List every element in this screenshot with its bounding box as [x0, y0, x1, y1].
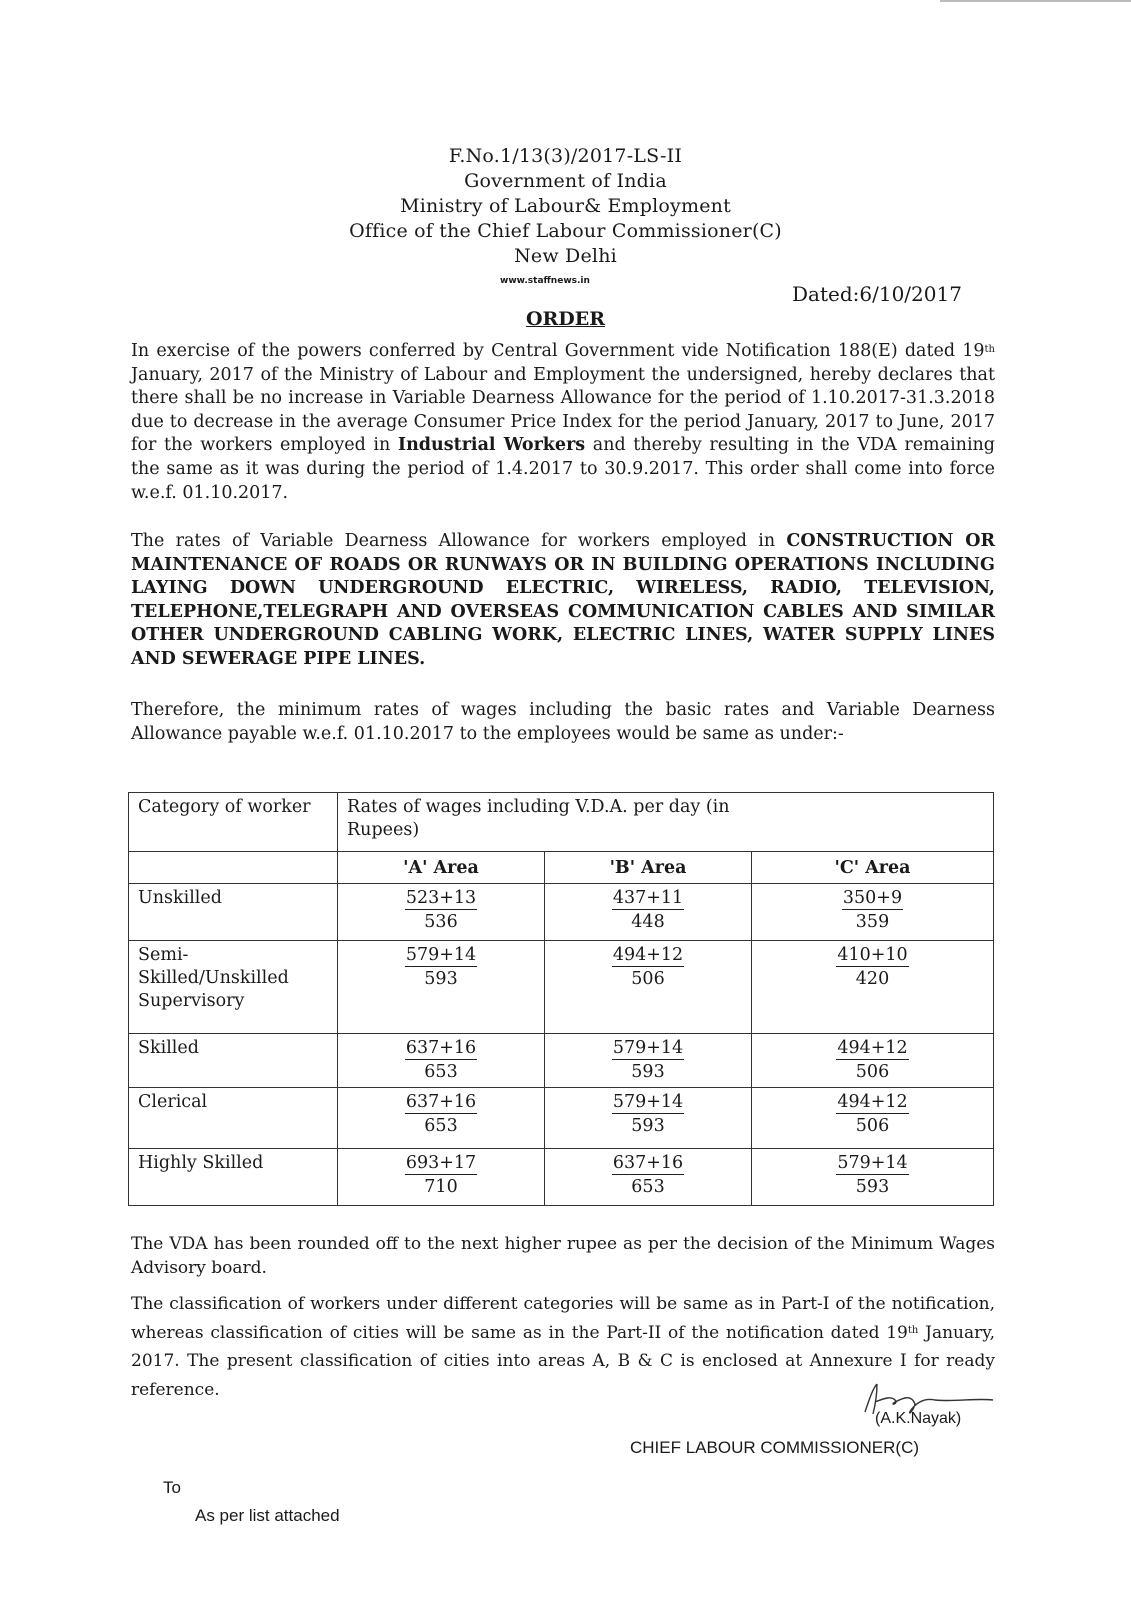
rate-total: 506: [855, 1062, 890, 1082]
file-number: F.No.1/13(3)/2017-LS-II: [448, 145, 683, 167]
table-row: [129, 1149, 994, 1206]
header-rates: [338, 793, 994, 852]
superscript: th: [907, 1324, 919, 1336]
rate-sum: 579+14: [612, 1092, 684, 1112]
rate-sum: 494+12: [837, 1092, 908, 1112]
header-rates-text: Rates of wages including V.D.A. per day (in Rupees): [347, 797, 730, 840]
paragraph-rates-intro: Therefore, the minimum rates of wages including the basic rates and Variable Dearness Allowance payable w.e.f. 01.10.2017 to the employees would be same as under:-: [131, 700, 995, 744]
paragraph-declaration: [131, 340, 995, 505]
category-cell: Skilled: [129, 1034, 338, 1088]
table-header-row: [129, 793, 994, 852]
rate-sum: 693+17: [405, 1153, 477, 1173]
signatory-name: (A.K.Nayak): [875, 1410, 962, 1427]
dated-value: 6/10/2017: [859, 282, 962, 306]
text: January, 2017 of the Ministry of Labour and Employment the undersigned, hereby declares that there shall be no increase in Variable Dearness Allowance for the period of 1.10.2017-31.3.2018 due to decrease in the average Consumer Price Index for the period January, 2017 to June, 2017 for the workers employed in: [131, 364, 995, 456]
area-b-header: 'B' Area: [545, 852, 752, 884]
superscript: th: [984, 344, 995, 355]
table-row: [129, 941, 994, 1034]
text: In exercise of the powers conferred by Central Government vide Notification 188(E) dated 19: [131, 341, 985, 361]
rate-cell: [338, 941, 545, 1034]
rate-sum: 637+16: [612, 1153, 684, 1173]
rate-total: 506: [631, 969, 665, 989]
header-category: Category of worker: [129, 793, 338, 852]
rate-sum: 410+10: [837, 945, 908, 965]
city-name: New Delhi: [514, 245, 617, 267]
rate-sum: 350+9: [842, 888, 903, 908]
text: The rates of Variable Dearness Allowance for workers employed in: [131, 531, 787, 551]
rate-total: 653: [631, 1177, 665, 1197]
table-area-row: [129, 852, 994, 884]
category-cell: Unskilled: [129, 884, 338, 941]
rate-total: 593: [631, 1116, 665, 1136]
table-row: [129, 884, 994, 941]
dated-label: Dated:: [792, 282, 860, 306]
rate-sum: 579+14: [405, 945, 477, 965]
rate-cell: [752, 1149, 994, 1206]
ministry-name: Ministry of Labour& Employment: [400, 195, 731, 217]
table-row: [129, 1034, 994, 1088]
text: January, 2017. The present classification of cities into areas A, B & C is enclosed at Annexure I for ready reference.: [131, 1322, 996, 1400]
text: and thereby resulting in the VDA remaining the same as it was during the period of 1.4.2017 to 30.9.2017. This order shall come into force w.e.f. 01.10.2017.: [131, 435, 996, 503]
rate-cell: [752, 1088, 994, 1149]
rate-cell: [338, 1149, 545, 1206]
rate-sum: 637+16: [405, 1038, 477, 1058]
rate-total: 593: [855, 1177, 890, 1197]
rate-sum: 437+11: [612, 888, 684, 908]
rate-cell: [752, 1034, 994, 1088]
rate-total: 593: [631, 1062, 665, 1082]
empty-cell: [129, 852, 338, 884]
rate-cell: [338, 884, 545, 941]
rate-total: 593: [424, 969, 458, 989]
category-cell: Highly Skilled: [129, 1149, 338, 1206]
rate-total: 506: [855, 1116, 890, 1136]
to-label: To: [163, 1478, 181, 1497]
signatory-title: CHIEF LABOUR COMMISSIONER(C): [630, 1438, 920, 1457]
rate-total: 448: [631, 912, 665, 932]
paragraph-sectors: [131, 530, 995, 672]
document-title: ORDER: [525, 308, 606, 330]
category-cell: [129, 941, 338, 1034]
rate-sum: 579+14: [837, 1153, 908, 1173]
rate-total: 536: [424, 912, 458, 932]
rate-total: 653: [424, 1116, 458, 1136]
area-c-header: 'C' Area: [752, 852, 994, 884]
scan-edge-line: [940, 0, 1131, 2]
rate-total: 653: [424, 1062, 458, 1082]
area-a-header: 'A' Area: [338, 852, 545, 884]
rate-cell: [545, 941, 752, 1034]
rate-cell: [545, 884, 752, 941]
watermark: www.staffnews.in: [500, 276, 590, 286]
rate-cell: [752, 884, 994, 941]
category-cell: Clerical: [129, 1088, 338, 1149]
rate-sum: 494+12: [612, 945, 684, 965]
text: The classification of workers under different categories will be same as in Part-I of the notification, whereas classification of cities will be same as in the Part-II of the notification dated 19: [131, 1294, 995, 1343]
rate-cell: [545, 1088, 752, 1149]
wages-table: [128, 792, 994, 1206]
rate-total: 420: [855, 969, 890, 989]
paragraph-rounding-note: The VDA has been rounded off to the next higher rupee as per the decision of the Minimum Wages Advisory board.: [131, 1234, 995, 1278]
bold-text: Industrial Workers: [397, 435, 586, 456]
rate-total: 710: [424, 1177, 458, 1197]
rate-cell: [545, 1034, 752, 1088]
government-name: Government of India: [464, 170, 667, 192]
office-name: Office of the Chief Labour Commissioner(C): [349, 220, 782, 242]
rate-sum: 494+12: [837, 1038, 908, 1058]
rate-sum: 523+13: [405, 888, 477, 908]
order-date: [792, 282, 962, 306]
rate-cell: [338, 1034, 545, 1088]
category-text: Semi-Skilled/Unskilled Supervisory: [138, 945, 289, 1011]
rate-cell: [752, 941, 994, 1034]
rate-sum: 637+16: [405, 1092, 477, 1112]
rate-cell: [338, 1088, 545, 1149]
bold-text: CONSTRUCTION OR MAINTENANCE OF ROADS OR RUNWAYS OR IN BUILDING OPERATIONS INCLUDING LAYING DOWN UNDERGROUND ELECTRIC, WIRELESS, RADIO, TELEVISION, TELEPHONE,TELEGRAPH AND OVERSEAS COMMUNICATION CABLES AND SIMILAR OTHER UNDERGROUND CABLING WORK, ELECTRIC LINES, WATER SUPPLY LINES AND SEWERAGE PIPE LINES.: [131, 531, 995, 669]
rate-cell: [545, 1149, 752, 1206]
recipients: As per list attached: [195, 1506, 340, 1525]
table-row: [129, 1088, 994, 1149]
letterhead: [0, 144, 1131, 269]
rate-total: 359: [855, 912, 890, 932]
rate-sum: 579+14: [612, 1038, 684, 1058]
